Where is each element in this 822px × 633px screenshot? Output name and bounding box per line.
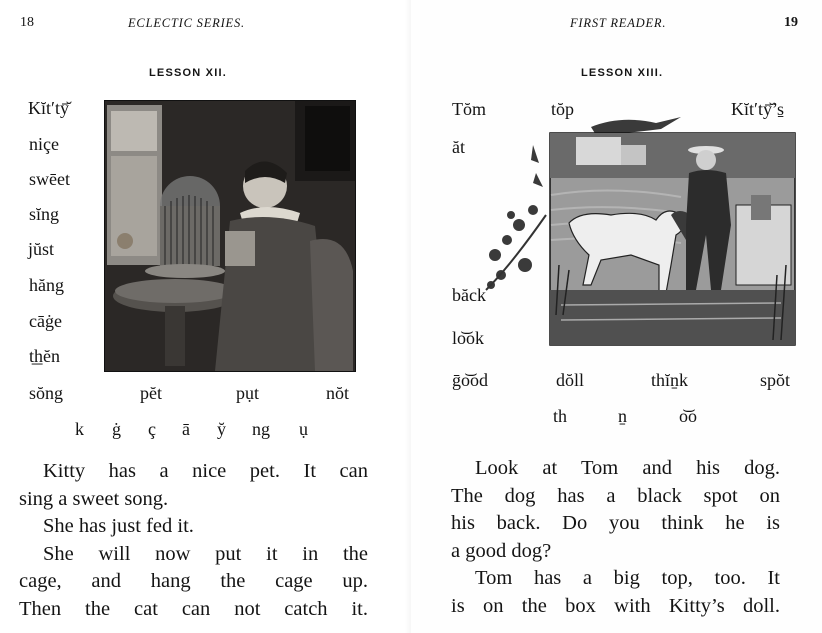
- vocab-word: sĭng: [29, 204, 60, 224]
- text-line: Then the cat can not catch it.: [19, 597, 368, 620]
- vocab-word: niçe: [29, 134, 59, 154]
- phonic-symbol: n̠: [618, 406, 627, 426]
- vocab-word: Tŏm: [452, 99, 486, 119]
- paragraph: [19, 458, 368, 513]
- vocab-word: tŏp: [551, 99, 575, 119]
- phonic-symbol: ā: [182, 419, 190, 439]
- lesson-title: LESSON XIII.: [581, 67, 664, 79]
- phonic-symbol: o͝o: [679, 406, 697, 426]
- paragraph: [451, 565, 780, 620]
- vocab-word: ḡo͝od: [452, 370, 488, 390]
- running-head: ECLECTIC SERIES.: [128, 16, 245, 30]
- text-line: sing a sweet song.: [19, 487, 169, 510]
- vocab-word: Kĭt′tȳ̆: [28, 98, 69, 118]
- phonic-symbol: ġ: [112, 419, 121, 439]
- lesson-text: [451, 455, 780, 620]
- right-page: [411, 0, 822, 633]
- paragraph: [451, 455, 780, 565]
- girl-birdcage-illustration: [104, 100, 356, 372]
- vocab-word: t͟hĕn: [29, 346, 60, 366]
- phonic-symbol: ç: [148, 419, 156, 439]
- vocab-word: cāġe: [29, 311, 62, 331]
- paragraph: [19, 513, 368, 541]
- phonic-symbol: ụ: [299, 419, 308, 439]
- text-line: Tom has a big top, too. It: [475, 567, 780, 589]
- vocab-word: thĭn̠k: [651, 370, 689, 390]
- text-line: The dog has a black spot on: [451, 484, 780, 507]
- paragraph: [19, 541, 368, 624]
- text-line: Kitty has a nice pet. It can: [43, 460, 368, 482]
- vocab-word: ăt: [452, 137, 465, 157]
- vocab-word: lo͝ok: [452, 328, 485, 348]
- boy-dog-illustration: [481, 115, 801, 350]
- running-head: FIRST READER.: [570, 16, 667, 30]
- engraving-icon: [105, 101, 355, 371]
- text-line: She has just fed it.: [43, 515, 194, 537]
- text-line: cage, and hang the cage up.: [19, 570, 368, 592]
- lesson-title: LESSON XII.: [149, 67, 227, 79]
- engraving-icon: [481, 115, 801, 350]
- vocab-word: dŏll: [556, 370, 585, 390]
- vocab-word: băck: [452, 285, 486, 305]
- phonic-symbol: ng: [252, 419, 270, 439]
- vocab-word: spŏt: [760, 370, 791, 390]
- text-line: Look at Tom and his dog.: [475, 457, 780, 479]
- vocab-word: swēet: [29, 169, 70, 189]
- phonic-symbol: y̆: [217, 419, 226, 439]
- vocab-word: nŏt: [326, 383, 350, 403]
- vocab-word: hăng: [29, 275, 64, 295]
- phonic-symbol: th: [553, 406, 568, 426]
- lesson-text: [19, 458, 368, 623]
- vocab-word: jŭst: [28, 239, 55, 259]
- vocab-word: sŏng: [29, 383, 64, 403]
- page-number: 18: [20, 15, 34, 30]
- text-line: his back. Do you think he is: [451, 512, 780, 534]
- text-line: She will now put it in the: [43, 542, 368, 565]
- text-line: a good dog?: [451, 539, 552, 562]
- page-number: 19: [784, 15, 798, 30]
- vocab-word: Kĭt′tȳ̆’s̱: [731, 99, 784, 119]
- phonic-symbol: k: [75, 419, 84, 439]
- vocab-word: pụt: [236, 383, 260, 403]
- vocab-word: pĕt: [140, 383, 162, 403]
- text-line: is on the box with Kitty’s doll.: [451, 594, 780, 617]
